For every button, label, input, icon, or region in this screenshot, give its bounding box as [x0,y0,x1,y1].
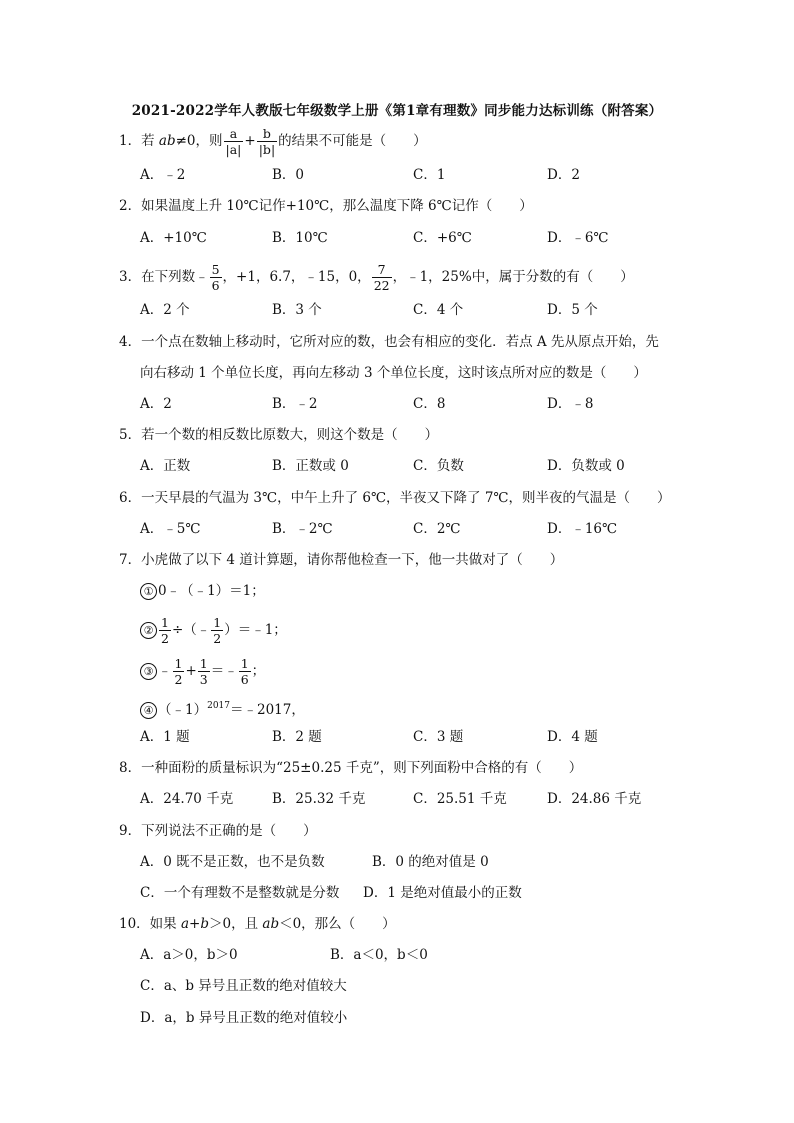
question-4-line-2: 向右移动 1 个单位长度，再向左移动 3 个单位长度，这时该点所对应的数是（ ） [140,365,647,381]
question-3-mid: ，+1，6.7，﹣15，0， [222,269,371,285]
q4-option-a[interactable]: A．2 [140,396,172,412]
question-10-var-1: a+b [180,916,209,932]
q7-item-2 [140,615,287,646]
q1-option-c[interactable]: C．1 [413,167,446,183]
q7-item-2-mid: ÷（﹣ [171,622,211,638]
q8-option-c[interactable]: C．25.51 千克 [413,791,507,807]
question-1-prefix: 1．若 [119,133,159,149]
equals-minus: ＝﹣ [210,663,238,679]
q8-option-a[interactable]: A．24.70 千克 [140,791,234,807]
fraction-7-22: $\frac{7}{22}$ [373,262,390,293]
q1-option-b[interactable]: B．0 [272,167,305,183]
exponent: 2017 [207,701,230,711]
q4-option-d[interactable]: D．﹣8 [547,396,594,412]
q3-option-a[interactable]: A．2 个 [140,302,190,318]
question-10-suffix: ＜0，那么（ ） [279,916,396,932]
question-1-var: ab [158,133,176,149]
fraction-1-3: $\frac{1}{3}$ [199,656,208,687]
fraction-1-2: $\frac{1}{2}$ [174,656,183,687]
q7-item-3 [140,656,265,687]
q7-option-b[interactable]: B．2 题 [272,729,322,745]
page-title: 2021-2022学年人教版七年级数学上册《第1章有理数》同步能力达标训练（附答案） [131,103,663,119]
q7-item-1 [140,582,265,600]
question-1-mid: ≠0，则 [175,133,223,149]
circled-number-4: ④ [140,702,157,719]
q7-item-4-suffix: ＝﹣2017， [230,702,305,718]
circled-number-3: ③ [140,663,157,680]
question-10-mid: ＞0，且 [209,916,263,932]
q9-option-d[interactable]: D．1 是绝对值最小的正数 [363,885,522,901]
question-9: 9．下列说法不正确的是（ ） [119,823,317,839]
question-8: 8．一种面粉的质量标识为“25±0.25 千克”，则下列面粉中合格的有（ ） [119,760,583,776]
question-3 [119,262,634,293]
plus-sign: + [185,663,197,679]
question-10 [119,915,396,933]
q3-option-d[interactable]: D．5 个 [547,302,598,318]
fraction-1-2: $\frac{1}{2}$ [213,615,222,646]
q7-item-4 [140,697,305,719]
q5-option-b[interactable]: B．正数或 0 [272,458,349,474]
q10-option-a[interactable]: A．a＞0，b＞0 [140,947,238,963]
question-10-prefix: 10．如果 [119,916,181,932]
q7-item-4-base: （﹣1） [158,702,208,718]
q5-option-d[interactable]: D．负数或 0 [547,458,625,474]
q3-option-b[interactable]: B．3 个 [272,302,322,318]
fraction-a-over-abs-a: a | a | [224,126,244,157]
question-3-prefix: 3．在下列数﹣ [119,269,209,285]
fraction-1-6: $\frac{1}{6}$ [240,656,249,687]
q10-option-b[interactable]: B．a＜0，b＜0 [330,947,428,963]
q6-option-b[interactable]: B．﹣2℃ [272,521,333,537]
q9-option-b[interactable]: B．0 的绝对值是 0 [372,854,489,870]
q7-option-a[interactable]: A．1 题 [140,729,190,745]
q9-option-c[interactable]: C．一个有理数不是整数就是分数 [140,885,340,901]
q2-option-a[interactable]: A．+10℃ [140,230,207,246]
q5-option-c[interactable]: C．负数 [413,458,464,474]
q8-option-d[interactable]: D．24.86 千克 [547,791,642,807]
q6-option-a[interactable]: A．﹣5℃ [140,521,201,537]
q2-option-c[interactable]: C．+6℃ [413,230,472,246]
question-1-suffix: 的结果不可能是（ ） [278,133,427,149]
question-4-line-1: 4．一个点在数轴上移动时，它所对应的数，也会有相应的变化．若点 A 先从原点开始，先 [119,334,659,350]
q4-option-c[interactable]: C．8 [413,396,446,412]
q7-option-c[interactable]: C．3 题 [413,729,464,745]
q1-option-a[interactable]: A．﹣2 [140,167,186,183]
q7-option-d[interactable]: D．4 题 [547,729,598,745]
q7-item-3-suffix: ； [251,663,266,679]
fraction-5-6: $\frac{5}{6}$ [211,262,220,293]
q2-option-b[interactable]: B．10℃ [272,230,328,246]
fraction-1-2: $\frac{1}{2}$ [161,615,169,646]
question-2: 2．如果温度上升 10℃记作+10℃，那么温度下降 6℃记作（ ） [119,198,533,214]
q10-option-c[interactable]: C．a、b 异号且正数的绝对值较大 [140,978,347,994]
q6-option-d[interactable]: D．﹣16℃ [547,521,618,537]
q7-item-1-text: 0﹣（﹣1）＝1； [158,583,265,599]
q4-option-b[interactable]: B．﹣2 [272,396,318,412]
q10-option-d[interactable]: D．a，b 异号且正数的绝对值较小 [140,1010,348,1026]
q5-option-a[interactable]: A．正数 [140,458,191,474]
question-5: 5．若一个数的相反数比原数大，则这个数是（ ） [119,427,439,443]
q9-option-a[interactable]: A．0 既不是正数，也不是负数 [140,854,325,870]
q8-option-b[interactable]: B．25.32 千克 [272,791,366,807]
circled-number-2: ② [140,622,157,639]
question-6: 6．一天早晨的气温为 3℃，中午上升了 6℃，半夜又下降了 7℃，则半夜的气温是（ ） [119,490,671,506]
question-7: 7．小虎做了以下 4 道计算题，请你帮他检查一下，他一共做对了（ ） [119,552,564,568]
q2-option-d[interactable]: D．﹣6℃ [547,230,609,246]
fraction-b-over-abs-b: b | b | [257,126,277,157]
minus-sign: ﹣ [158,663,172,679]
plus-sign: + [244,133,256,149]
question-10-var-2: ab [262,916,280,932]
q3-option-c[interactable]: C．4 个 [413,302,464,318]
q6-option-c[interactable]: C．2℃ [413,521,461,537]
q7-item-2-suffix: ）＝﹣1； [224,622,287,638]
circled-number-1: ① [140,583,157,600]
question-1 [119,126,427,157]
q1-option-d[interactable]: D．2 [547,167,580,183]
question-3-suffix: ，﹣1，25%中，属于分数的有（ ） [392,269,634,285]
